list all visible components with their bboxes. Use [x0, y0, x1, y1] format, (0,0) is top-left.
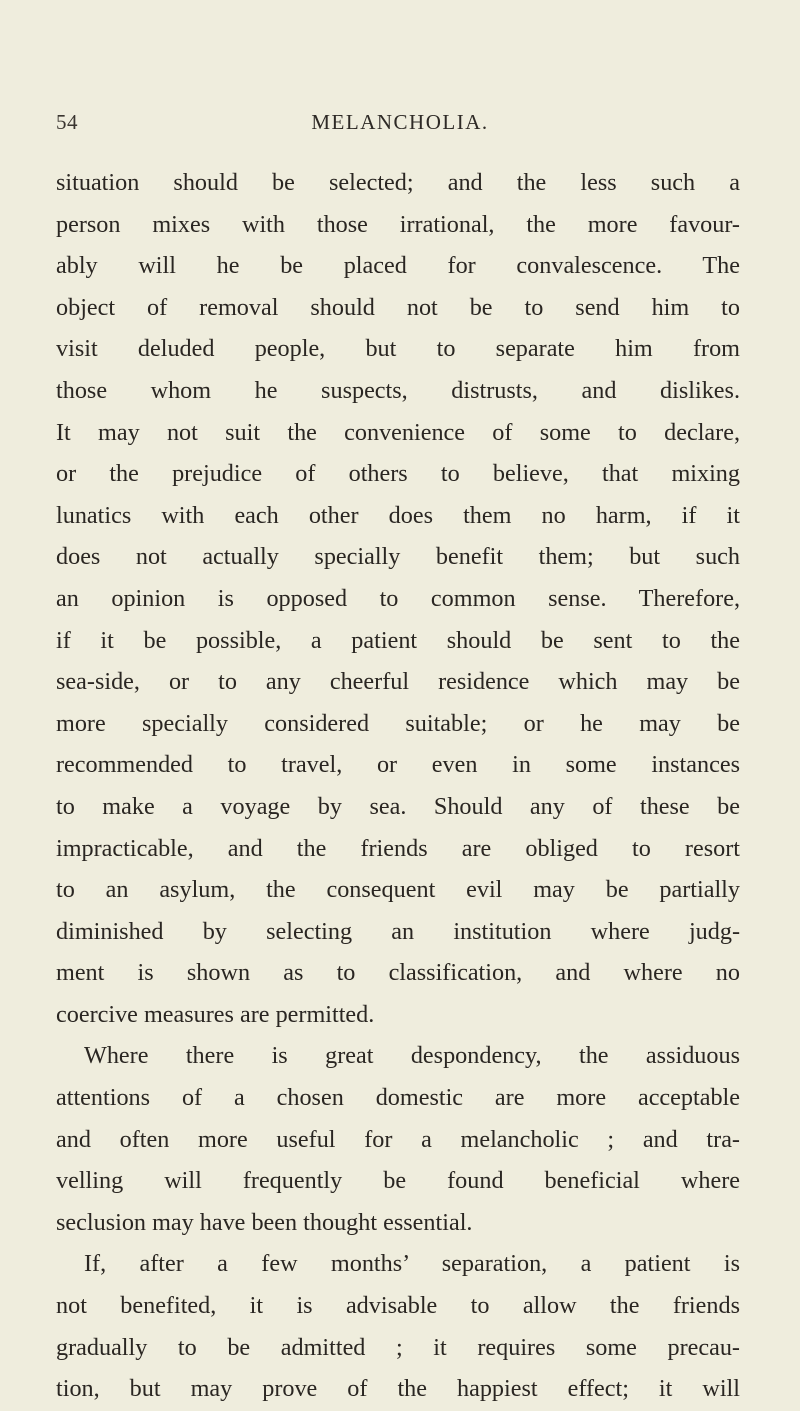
text-line: visit deluded people, but to separate him from [56, 335, 740, 363]
text-line: does not actually specially benefit them; but such [56, 543, 740, 571]
paragraph-first-line: If, after a few months’ separation, a patient is [84, 1250, 740, 1278]
running-head: MELANCHOLIA. [311, 110, 489, 134]
text-line: ably will he be placed for convalescence. The [56, 252, 740, 280]
text-line: not benefited, it is advisable to allow the friends [56, 1292, 740, 1320]
text-line: if it be possible, a patient should be sent to the [56, 626, 740, 654]
text-line: sea-side, or to any cheerful residence which may be [56, 668, 740, 696]
text-line: situation should be selected; and the less such a [56, 169, 740, 196]
body-text [56, 162, 740, 1410]
page-number: 54 [56, 110, 78, 134]
text-line: impracticable, and the friends are obliged to resort [56, 834, 740, 862]
text-line: diminished by selecting an institution where judg- [56, 917, 740, 945]
text-line: object of removal should not be to send him to [56, 293, 740, 321]
text-line: to an asylum, the consequent evil may be partially [56, 876, 740, 904]
text-line: or the prejudice of others to believe, that mixing [56, 460, 740, 488]
page-header [0, 106, 800, 138]
text-line: velling will frequently be found beneficial where [56, 1167, 740, 1195]
text-line: person mixes with those irrational, the more favour- [56, 210, 740, 238]
paragraph-last-line: coercive measures are permitted. [56, 1000, 375, 1028]
text-line: more specially considered suitable; or he may be [56, 709, 740, 737]
text-line: those whom he suspects, distrusts, and dislikes. [56, 376, 740, 404]
text-line: tion, but may prove of the happiest effect; it will [56, 1375, 740, 1403]
text-line: gradually to be admitted ; it requires some precau- [56, 1333, 740, 1361]
paragraph-first-line: Where there is great despondency, the assiduous [84, 1042, 740, 1070]
text-line: ment is shown as to classification, and where no [56, 959, 740, 987]
text-line: attentions of a chosen domestic are more acceptable [56, 1084, 740, 1112]
text-line: an opinion is opposed to common sense. Therefore, [56, 584, 740, 612]
text-line: recommended to travel, or even in some instances [56, 751, 740, 779]
text-line: and often more useful for a melancholic ; and tra- [56, 1125, 740, 1153]
paragraph-last-line: seclusion may have been thought essential. [56, 1208, 473, 1236]
text-line: to make a voyage by sea. Should any of these be [56, 792, 740, 820]
text-line: It may not suit the convenience of some to declare, [56, 418, 740, 446]
text-line: lunatics with each other does them no harm, if it [56, 501, 740, 529]
